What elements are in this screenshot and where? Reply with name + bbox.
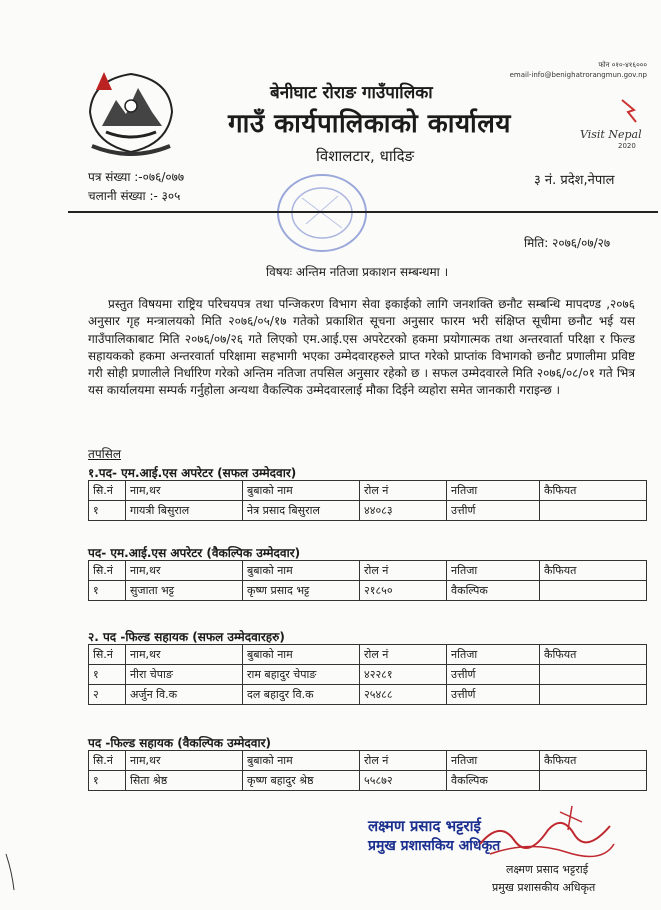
cell-remarks bbox=[540, 685, 647, 705]
contact-info bbox=[510, 60, 647, 80]
cell-result: वैकल्पिक bbox=[447, 581, 540, 601]
cell-serial: १ bbox=[89, 771, 126, 791]
table-row bbox=[89, 501, 647, 521]
header-divider bbox=[68, 211, 658, 213]
col-father: बुबाको नाम bbox=[243, 561, 360, 581]
cell-father: कृष्ण बहादुर श्रेष्ठ bbox=[243, 771, 360, 791]
office-address: विशालटार, धादिङ bbox=[316, 147, 415, 165]
result-table-field-alternate bbox=[88, 750, 647, 791]
signature-stamp-designation: प्रमुख प्रशासकिय अधिकृत bbox=[368, 838, 501, 854]
office-title: गाउँ कार्यपालिकाको कार्यालय bbox=[228, 109, 511, 139]
col-serial: सि.नं bbox=[89, 751, 126, 771]
cell-name: गायत्री बिसुराल bbox=[126, 501, 243, 521]
table-row bbox=[89, 581, 647, 601]
section-title-mis-alternate: पद- एम.आई.एस अपरेटर (वैकल्पिक उम्मेदवार) bbox=[88, 546, 301, 560]
cell-serial: २ bbox=[89, 685, 126, 705]
result-table-mis-success bbox=[88, 480, 647, 521]
cell-result: उत्तीर्ण bbox=[447, 685, 540, 705]
cell-name: अर्जुन वि.क bbox=[126, 685, 243, 705]
cell-name: नीरा चेपाङ bbox=[126, 665, 243, 685]
col-serial: सि.नं bbox=[89, 481, 126, 501]
cell-name: सुजाता भट्ट bbox=[126, 581, 243, 601]
result-table-field-success bbox=[88, 644, 647, 705]
cell-remarks bbox=[540, 581, 647, 601]
cell-father: नेत्र प्रसाद बिसुराल bbox=[243, 501, 360, 521]
table-row bbox=[89, 771, 647, 791]
col-result: नतिजा bbox=[447, 481, 540, 501]
table-header-row bbox=[89, 481, 647, 501]
cell-father: कृष्ण प्रसाद भट्ट bbox=[243, 581, 360, 601]
cell-roll: ४२२८१ bbox=[360, 665, 447, 685]
table-row bbox=[89, 665, 647, 685]
cell-serial: १ bbox=[89, 665, 126, 685]
col-name: नाम,थर bbox=[126, 481, 243, 501]
col-remarks: कैफियत bbox=[540, 561, 647, 581]
cell-serial: १ bbox=[89, 581, 126, 601]
table-row bbox=[89, 685, 647, 705]
annex-label: तपसिल bbox=[88, 447, 122, 461]
cell-name: सिता श्रेष्ठ bbox=[126, 771, 243, 791]
office-stamp bbox=[272, 168, 372, 258]
letter-subject: विषयः अन्तिम नतिजा प्रकाशन सम्बन्धमा । bbox=[266, 265, 449, 279]
signatory-designation: प्रमुख प्रशासकीय अधिकृत bbox=[492, 881, 596, 894]
phone-number: फोन ०१०-४१६००० bbox=[598, 61, 647, 69]
cell-roll: ४४०८३ bbox=[360, 501, 447, 521]
table-header-row bbox=[89, 645, 647, 665]
table-header-row bbox=[89, 751, 647, 771]
visit-nepal-text: Visit Nepal bbox=[580, 128, 642, 141]
cell-roll: २१८५० bbox=[360, 581, 447, 601]
col-name: नाम,थर bbox=[126, 561, 243, 581]
signatory-name: लक्ष्मण प्रसाद भट्टराई bbox=[506, 863, 589, 876]
reference-number: पत्र संख्या :-०७६/०७७ bbox=[88, 170, 185, 184]
cell-result: वैकल्पिक bbox=[447, 771, 540, 791]
handwritten-signature bbox=[470, 800, 620, 870]
letter-date: मिति: २०७६/०७/२७ bbox=[524, 236, 611, 250]
province-label: ३ नं. प्रदेश,नेपाल bbox=[534, 173, 615, 188]
visit-nepal-logo bbox=[578, 96, 648, 150]
col-remarks: कैफियत bbox=[540, 645, 647, 665]
table-header-row bbox=[89, 561, 647, 581]
cell-remarks bbox=[540, 771, 647, 791]
col-roll: रोल नं bbox=[360, 751, 447, 771]
cell-father: राम बहादुर चेपाङ bbox=[243, 665, 360, 685]
cell-serial: १ bbox=[89, 501, 126, 521]
cell-result: उत्तीर्ण bbox=[447, 665, 540, 685]
signature-stamp-name: लक्ष्मण प्रसाद भट्टराई bbox=[368, 817, 481, 835]
cell-result: उत्तीर्ण bbox=[447, 501, 540, 521]
cell-remarks bbox=[540, 501, 647, 521]
dispatch-number: चलानी संख्या :- ३०५ bbox=[88, 189, 181, 203]
col-father: बुबाको नाम bbox=[243, 481, 360, 501]
cell-roll: ५५८७२ bbox=[360, 771, 447, 791]
col-father: बुबाको नाम bbox=[243, 751, 360, 771]
col-roll: रोल नं bbox=[360, 645, 447, 665]
col-result: नतिजा bbox=[447, 751, 540, 771]
cell-remarks bbox=[540, 665, 647, 685]
col-result: नतिजा bbox=[447, 561, 540, 581]
col-result: नतिजा bbox=[447, 645, 540, 665]
cell-roll: २५४८८ bbox=[360, 685, 447, 705]
result-table-mis-alternate bbox=[88, 560, 647, 601]
col-remarks: कैफियत bbox=[540, 481, 647, 501]
office-name: बेनीघाट रोराङ गाउँपालिका bbox=[270, 83, 433, 103]
visit-nepal-year: 2020 bbox=[618, 142, 636, 150]
margin-pen-mark bbox=[4, 852, 18, 892]
section-title-field-success: २. पद -फिल्ड सहायक (सफल उम्मेदवारहरु) bbox=[88, 630, 285, 644]
col-serial: सि.नं bbox=[89, 561, 126, 581]
col-roll: रोल नं bbox=[360, 481, 447, 501]
col-roll: रोल नं bbox=[360, 561, 447, 581]
cell-father: दल बहादुर वि.क bbox=[243, 685, 360, 705]
section-title-mis-success: १.पद- एम.आई.एस अपरेटर (सफल उम्मेदवार) bbox=[88, 466, 297, 480]
email-address: email-info@benighatrorangmun.gov.np bbox=[509, 71, 647, 79]
col-father: बुबाको नाम bbox=[243, 645, 360, 665]
letter-body: प्रस्तुत विषयमा राष्ट्रिय परिचयपत्र तथा पन्जिकरण विभाग सेवा इकाईको लागि जनशक्ति छनौट सम्बन्धि मापदण्ड ,२०७६ अनुसार गृह मन्त्रालयको मिति २०७६/०५/१७ गतेको प्रकाशित सूचना अनुसार फारम भरी संक्षिप्त सूचीमा छनौट भई यस गाउँपालिकाबाट मिति २०७६/०७/२६ गते लिएको एम.आई.एस अपरेटरको हकमा प्रयोगात्मक तथा अन्तरवार्ता परिक्षा र फिल्ड सहायकको हकमा अन्तरवार्ता परिक्षामा सहभागी भएका उम्मेदवारहरुले प्राप्त गरेको प्राप्तांक विभागको छनौट प्रणालीमा प्रविष्ट गरी सोही प्रणालीले निर्धारिण गरेको अन्तिम नतिजा तपसिल अनुसार रहेको छ । सफल उम्मेदवारले मिति २०७६/०८/०१ गते भित्र यस कार्यालयमा सम्पर्क गर्नुहोला अन्यथा वैकल्पिक उम्मेदवारलाई मौका दिईने व्यहोरा समेत जानकारी गराइन्छ । bbox=[88, 297, 635, 398]
col-name: नाम,थर bbox=[126, 751, 243, 771]
section-title-field-alternate: पद -फिल्ड सहायक (वैकल्पिक उम्मेदवार) bbox=[88, 736, 271, 750]
col-serial: सि.नं bbox=[89, 645, 126, 665]
col-name: नाम,थर bbox=[126, 645, 243, 665]
col-remarks: कैफियत bbox=[540, 751, 647, 771]
nepal-emblem-logo bbox=[82, 66, 180, 162]
